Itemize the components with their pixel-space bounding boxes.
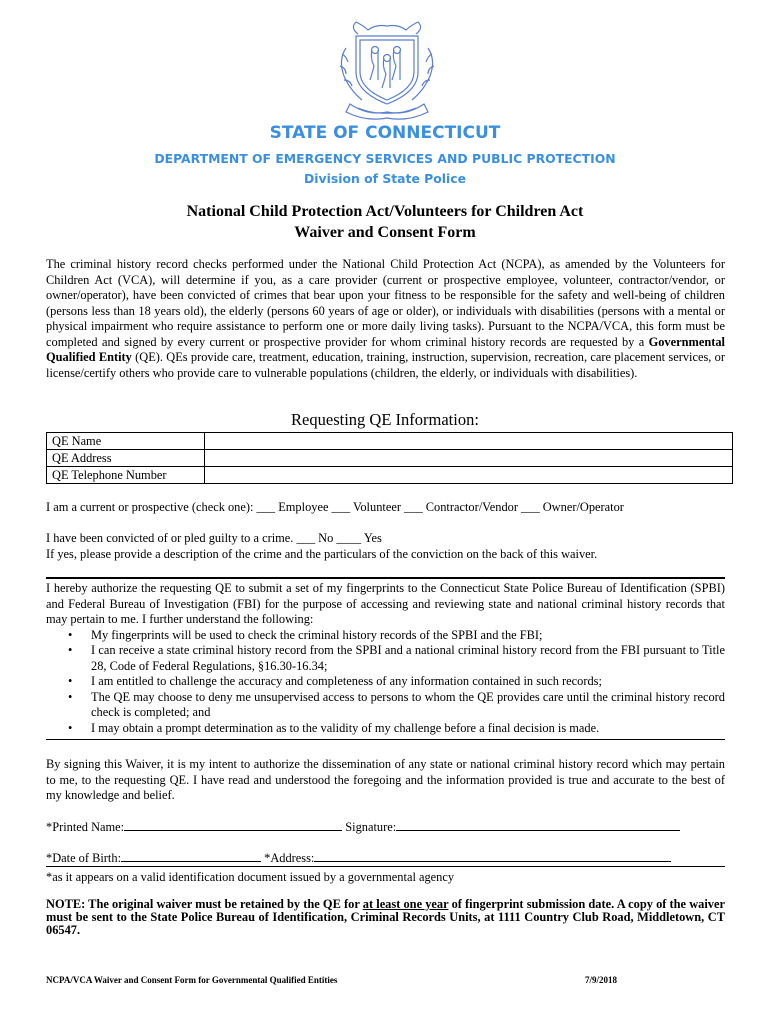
state-name-heading: STATE OF CONNECTICUT xyxy=(269,123,501,143)
bullet-text: I am entitled to challenge the accuracy and completeness of any information contained in such records; xyxy=(91,674,602,688)
table-row xyxy=(47,467,733,484)
bullet-glyph: • xyxy=(68,643,73,657)
note-text-end: of fingerprint submission date. A copy of the waiver must be sent to the State Police Bureau of Identification, Criminal Records Units, at 1111 Country Club Road, Middletown, CT 06547. xyxy=(46,897,725,937)
qe-address-label: QE Address xyxy=(47,450,205,467)
retention-note xyxy=(46,898,725,937)
conviction-note: If yes, please provide a description of the crime and the particulars of the conviction on the back of this waiver. xyxy=(46,547,598,561)
signature-field[interactable] xyxy=(396,819,680,831)
note-text-start: NOTE: The original waiver must be retained by the QE for xyxy=(46,897,360,911)
qe-name-field[interactable] xyxy=(205,433,733,450)
authorization-text: I hereby authorize the requesting QE to submit a set of my fingerprints to the Connecticut State Police Bureau of Identification (SPBI) and Federal Bureau of Investigation (FBI) for the purpose of accessing and reviewing state and national criminal history records that may pertain to me. I further understand the following: xyxy=(46,581,725,626)
qe-address-field[interactable] xyxy=(205,450,733,467)
list-item xyxy=(66,721,725,737)
footer-date: 7/9/2018 xyxy=(585,975,618,985)
form-title xyxy=(0,201,770,243)
intro-text-start: The criminal history record checks performed under the National Child Protection Act (NCPA), as amended by the Volunteers for Children Act (VCA), will determine if you, as a care provider (current or prospective employee, volunteer, contractor/vendor, or owner/operator), have been convicted of crimes that bear upon your fitness to be responsible for the safety and well-being of children (persons less than 18 years old), the elderly (persons 60 years of age or older), or individuals with disabilities (persons with a mental or physical impairment who require assistance to perform one or more daily living tasks). Pursuant to the NCPA/VCA, this form must be completed and signed by every current or prospective provider for whom criminal history records are requested by a xyxy=(46,257,725,349)
note-underlined-term: at least one year xyxy=(362,897,449,911)
bullet-text: I may obtain a prompt determination as to the validity of my challenge before a final decision is made. xyxy=(91,720,600,735)
bullet-text: My fingerprints will be used to check the criminal history records of the SPBI and the FBI; xyxy=(91,627,543,642)
id-footnote: *as it appears on a valid identification document issued by a governmental agency xyxy=(46,870,455,884)
list-item xyxy=(66,643,725,674)
dob-address-row xyxy=(46,850,726,867)
table-row xyxy=(47,433,733,450)
qe-telephone-field[interactable] xyxy=(205,467,733,484)
bullet-glyph: • xyxy=(68,674,73,688)
signing-statement: By signing this Waiver, it is my intent to authorize the dissemination of any state or national criminal history record which may pertain to me, to the requesting QE. I have read and understood the foregoing and the information provided is true and accurate to the best of my knowledge and belief. xyxy=(46,757,725,802)
bullet-glyph: • xyxy=(68,689,73,704)
state-seal-icon xyxy=(328,20,446,122)
section-divider xyxy=(46,739,725,740)
qe-section-title: Requesting QE Information: xyxy=(291,410,479,429)
authorization-bullets xyxy=(66,628,725,737)
qe-info-table xyxy=(46,432,733,484)
division-heading: Division of State Police xyxy=(303,171,467,186)
list-item xyxy=(66,690,725,721)
authorization-section xyxy=(46,581,725,736)
printed-name-label: *Printed Name: xyxy=(46,820,125,834)
signature-label: Signature: xyxy=(345,820,397,834)
table-row xyxy=(47,450,733,467)
dob-label: *Date of Birth: xyxy=(46,851,122,865)
intro-paragraph xyxy=(46,257,725,381)
dob-field[interactable] xyxy=(121,850,261,862)
bullet-glyph: • xyxy=(68,720,73,735)
bullet-glyph: • xyxy=(68,627,73,642)
qe-telephone-label: QE Telephone Number xyxy=(47,467,205,484)
form-title-line-2: Waiver and Consent Form xyxy=(294,224,476,241)
address-label: *Address: xyxy=(264,851,315,865)
printed-name-field[interactable] xyxy=(124,819,342,831)
address-field[interactable] xyxy=(314,850,671,862)
name-signature-row xyxy=(46,819,726,836)
intro-text-end: (QE). QEs provide care, treatment, education, training, instruction, supervision, recreation, care placement services, or license/certify others who provide care to vulnerable populations (children, the elderly, or individuals with disabilities). xyxy=(46,350,725,380)
qe-name-label: QE Name xyxy=(47,433,205,450)
footer-form-name: NCPA/VCA Waiver and Consent Form for Governmental Qualified Entities xyxy=(46,975,338,985)
status-check-line[interactable]: I am a current or prospective (check one): ___ Employee ___ Volunteer ___ Contractor/Vendor ___ Owner/Operator xyxy=(46,500,624,514)
section-divider xyxy=(46,577,725,579)
bullet-text: I can receive a state criminal history record from the SPBI and a national criminal history record from the FBI pursuant to Title 28, Code of Federal Regulations, §16.30-16.34; xyxy=(91,643,725,673)
conviction-check-line[interactable]: I have been convicted of or pled guilty to a crime. ___ No ____ Yes xyxy=(46,531,382,545)
list-item xyxy=(66,674,725,690)
intro-bold-term: Governmental Qualified Entity xyxy=(46,334,725,364)
department-heading: DEPARTMENT OF EMERGENCY SERVICES AND PUBLIC PROTECTION xyxy=(154,151,616,166)
bullet-text: The QE may choose to deny me unsupervised access to persons to whom the QE provides care until the criminal history record check is completed; and xyxy=(91,689,725,719)
section-divider xyxy=(46,866,725,867)
list-item xyxy=(66,628,725,644)
form-title-line-1: National Child Protection Act/Volunteers for Children Act xyxy=(186,203,584,220)
